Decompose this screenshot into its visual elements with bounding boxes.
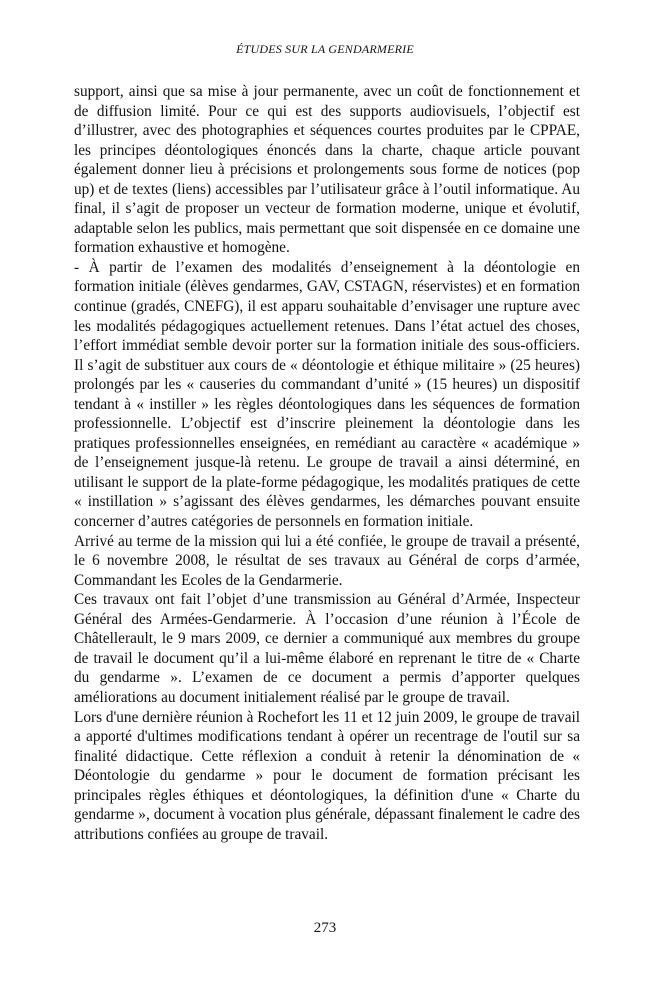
running-header: ÉTUDES SUR LA GENDARMERIE <box>236 42 414 56</box>
paragraph-presentation: Arrivé au terme de la mission qui lui a été confiée, le groupe de travail a présenté, le 6 novembre 2008, le résultat de ses travaux au Général de corps d’armée, Commandant les Ecoles de la Gendarmerie. <box>74 532 580 589</box>
paragraph-rochefort: Lors d'une dernière réunion à Rochefort les 11 et 12 juin 2009, le groupe de travail a apporté d'ultimes modifications tendant à opérer un recentrage de l'outil sur sa finalité didactique. Cette réflexion a conduit à retenir la dénomination de « Déontologie du gendarme » pour le document de formation précisant les principales règles éthiques et déontologiques, la définition d'une « Charte du gendarme », document à vocation plus générale, dépassant finalement le cadre des attributions confiées au groupe de travail. <box>74 708 580 843</box>
page-number: 273 <box>313 920 337 936</box>
paragraph-formation-initiale: - À partir de l’examen des modalités d’enseignement à la déontologie en formation initiale (élèves gendarmes, GAV, CSTAGN, réservistes) et en formation continue (gradés, CNEFG), il est apparu souhaitable d’envisager une rupture avec les modalités pédagogiques actuellement retenues. Dans l’état actuel des choses, l’effort immédiat semble devoir porter sur la formation initiale des sous-officiers. Il s’agit de substituer aux cours de « déontologie et éthique militaire » (25 heures) prolongés par les « causeries du commandant d’unité » (15 heures) un dispositif tendant à « instiller » les règles déontologiques dans les séquences de formation professionnelle. L’objectif est d’inscrire pleinement la déontologie dans les pratiques professionnelles enseignées, en remédiant au caractère « académique » de l’enseignement jusque-là retenu. Le groupe de travail a ainsi déterminé, en utilisant le support de la plate-forme pédagogique, les modalités pratiques de cette « instillation » s’agissant des élèves gendarmes, les démarches pouvant ensuite concerner d’autres catégories de personnels en formation initiale. <box>74 258 580 531</box>
paragraph-transmission: Ces travaux ont fait l’objet d’une transmission au Général d’Armée, Inspecteur Général des Armées-Gendarmerie. À l’occasion d’une réunion à l’École de Châtellerault, le 9 mars 2009, ce dernier a communiqué aux membres du groupe de travail le document qu’il a lui-même élaboré en reprenant le titre de « Charte du gendarme ». L’examen de ce document a permis d’apporter quelques améliorations au document initialement réalisé par le groupe de travail. <box>74 591 580 706</box>
paragraph-support: support, ainsi que sa mise à jour permanente, avec un coût de fonctionnement et de diffusion limité. Pour ce qui est des supports audiovisuels, l’objectif est d’illustrer, avec des photographies et séquences courtes produites par le CPPAE, les principes déontologiques énoncés dans la charte, chaque article pouvant également donner lieu à précisions et prolongements sous forme de notices (pop up) et de textes (liens) accessibles par l’utilisateur grâce à l’outil informatique. Au final, il s’agit de proposer un vecteur de formation moderne, unique et évolutif, adaptable selon les publics, mais permettant que soit dispensée en ce domaine une formation exhaustive et homogène. <box>74 83 580 257</box>
body-text <box>74 82 580 844</box>
